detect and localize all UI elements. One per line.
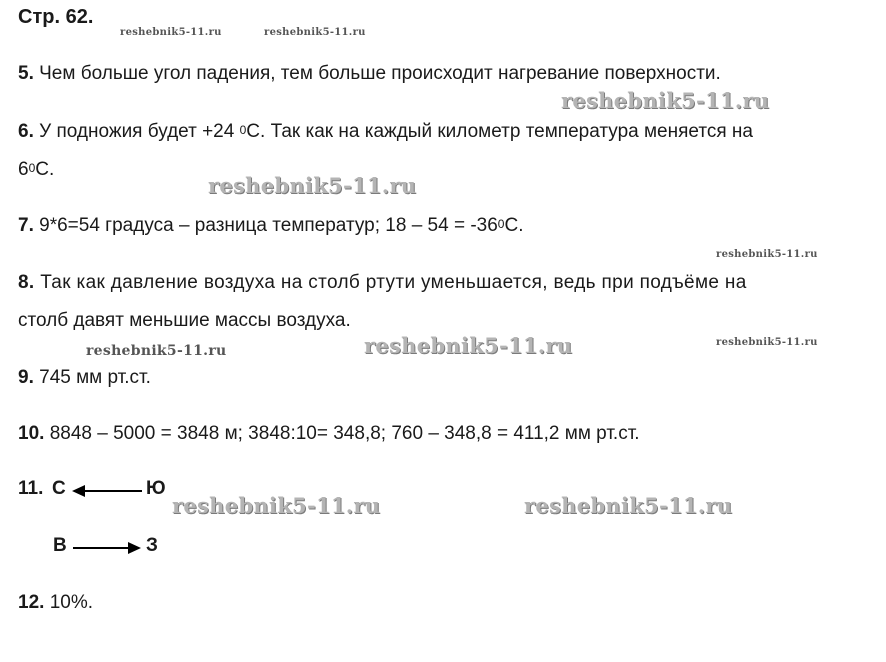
direction-south-label: Ю — [146, 478, 166, 499]
answer-number: 9. — [18, 367, 34, 388]
arrow-line — [84, 490, 142, 492]
answer-12 — [18, 591, 93, 615]
answer-number: 8. — [18, 272, 35, 293]
watermark: reshebnik5-11.ru — [172, 493, 381, 518]
direction-west-label: З — [146, 535, 158, 556]
answer-6-line-2 — [18, 158, 54, 183]
answer-number: 7. — [18, 215, 34, 236]
direction-north-label: С — [52, 478, 66, 499]
page-heading: Стр. 62. — [18, 6, 94, 28]
answer-text: У подножия будет +24 — [39, 121, 240, 142]
direction-east-label: В — [53, 535, 67, 556]
answer-number: 12. — [18, 592, 45, 613]
answer-8-line-2 — [18, 309, 351, 333]
superscript: 0 — [239, 123, 247, 137]
answer-number: 11. — [18, 478, 44, 499]
watermark: reshebnik5-11.ru — [716, 337, 818, 348]
arrow-line — [73, 547, 129, 549]
watermark: reshebnik5-11.ru — [561, 88, 770, 113]
answer-5 — [18, 62, 721, 86]
answer-text: Чем больше угол падения, тем больше происходит нагревание поверхности. — [39, 63, 721, 84]
answer-9 — [18, 366, 151, 390]
answer-7 — [18, 214, 523, 239]
answer-6 — [18, 120, 753, 145]
answer-text: 6 — [18, 159, 29, 180]
watermark: reshebnik5-11.ru — [524, 493, 733, 518]
watermark: reshebnik5-11.ru — [120, 27, 222, 38]
answer-text: столб давят меньшие массы воздуха. — [18, 310, 351, 331]
answer-text: Так как давление воздуха на столб ртути уменьшается, ведь при подъёме на — [40, 272, 747, 293]
answer-number: 10. — [18, 423, 45, 444]
answer-text: С. — [35, 159, 55, 180]
superscript: 0 — [28, 161, 36, 175]
answer-text: 8848 – 5000 = 3848 м; 3848:10= 348,8; 760 – 348,8 = 411,2 мм рт.ст. — [49, 423, 640, 444]
answer-text: 10%. — [49, 592, 94, 613]
watermark: reshebnik5-11.ru — [86, 343, 227, 359]
arrow-right-icon — [128, 542, 141, 554]
answer-8 — [18, 271, 747, 295]
watermark: reshebnik5-11.ru — [264, 27, 366, 38]
answer-number: 6. — [18, 121, 34, 142]
answer-text: 745 мм рт.ст. — [39, 367, 151, 388]
answer-text: 9*6=54 градуса – разница температур; 18 – 54 = -36 — [39, 215, 498, 236]
watermark: reshebnik5-11.ru — [208, 173, 417, 198]
answer-11 — [18, 477, 43, 501]
answer-10 — [18, 422, 640, 446]
watermark: reshebnik5-11.ru — [364, 333, 573, 358]
watermark: reshebnik5-11.ru — [716, 249, 818, 260]
answer-text: С. Так как на каждый километр температура меняется на — [246, 121, 753, 142]
answer-text: С. — [504, 215, 524, 236]
superscript: 0 — [497, 217, 505, 231]
answer-number: 5. — [18, 63, 34, 84]
